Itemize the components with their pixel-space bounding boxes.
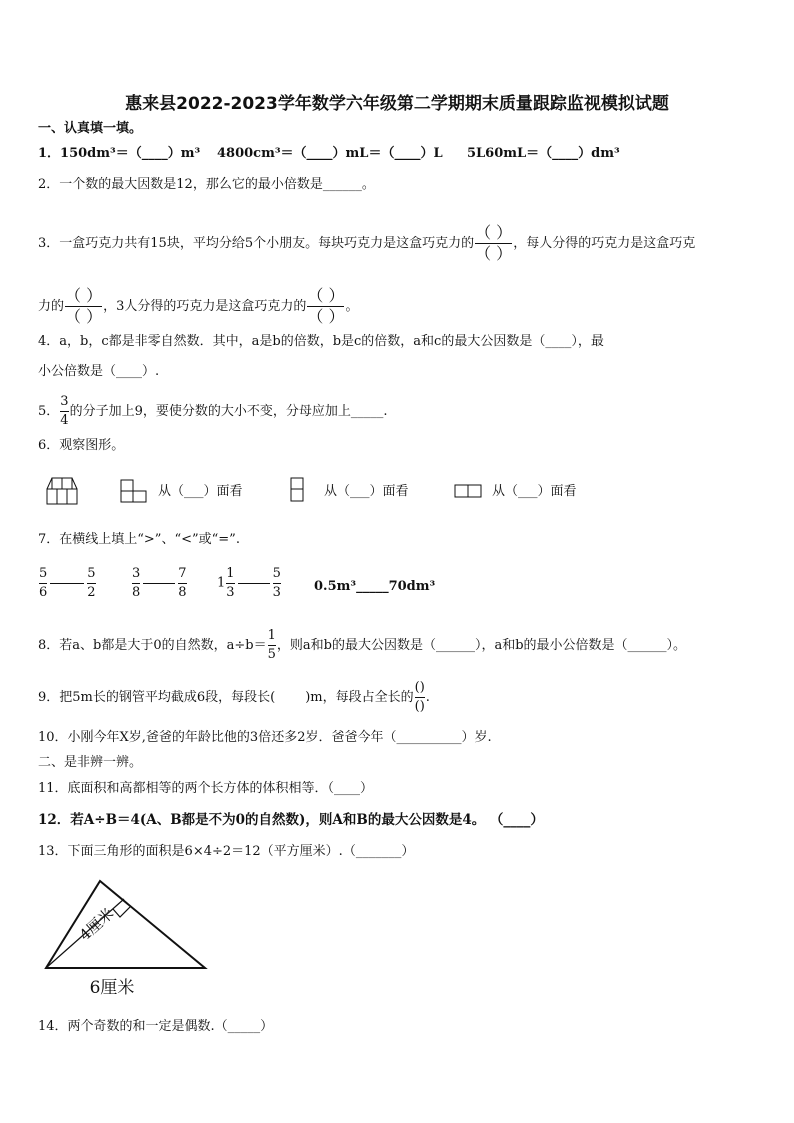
- section-heading-1: 一、认真填一填。: [38, 121, 143, 136]
- blank-fraction: $\frac{( )}{( )}$: [475, 223, 513, 263]
- question-7: 7．在横线上填上“>”、“<”或“=”.: [38, 532, 240, 547]
- fraction: $\frac{1}{5}$: [267, 628, 276, 662]
- question-5: [38, 394, 387, 429]
- answer-blank[interactable]: [143, 583, 175, 584]
- question-3-text-e: 。: [345, 299, 359, 314]
- compare-item-3: [217, 566, 282, 601]
- question-10: 10．小刚今年X岁,爸爸的年龄比他的3倍还多2岁．爸爸今年（__________）岁.: [38, 730, 492, 745]
- question-11: 11．底面积和高都相等的两个长方体的体积相等．（____）: [38, 781, 374, 796]
- question-1-part-2: 4800cm³＝（____）mL＝（____）L: [217, 146, 443, 161]
- view-figure-1: [120, 479, 148, 503]
- question-3-line-2: [38, 287, 359, 326]
- question-4-line-1: 4．a，b，c都是非零自然数．其中，a是b的倍数，b是c的倍数，a和c的最大公因数是（____），最: [38, 334, 604, 349]
- question-9: [38, 680, 430, 715]
- view-label-3: 从（___）面看: [492, 484, 577, 499]
- question-14: 14．两个奇数的和一定是偶数.（_____）: [38, 1019, 274, 1034]
- question-number: 5．: [38, 404, 60, 419]
- fraction: $\frac{3}{8}$: [132, 566, 141, 600]
- fraction: $\frac{5}{6}$: [39, 566, 48, 600]
- question-1-part-1: 1．150dm³＝（____）m³: [38, 146, 201, 161]
- question-3-text-d: ，3人分得的巧克力是这盒巧克力的: [103, 299, 307, 314]
- compare-item-4: 0.5m³_____70dm³: [314, 579, 436, 594]
- question-3-text-c: 力的: [38, 299, 65, 314]
- compare-item-2: [131, 566, 188, 601]
- page-title: 惠来县2022-2023学年数学六年级第二学期期末质量跟踪监视模拟试题: [125, 94, 669, 114]
- question-6: 6．观察图形。: [38, 438, 125, 453]
- view-label-1: 从（___）面看: [158, 484, 243, 499]
- fraction: $\frac{5}{3}$: [272, 566, 281, 600]
- section-heading-2: 二、是非辨一辨。: [38, 755, 143, 770]
- cube-stack-figure: [46, 476, 80, 506]
- question-13: 13．下面三角形的面积是6×4÷2＝12（平方厘米）.（_______）: [38, 844, 415, 859]
- view-figure-2: [290, 477, 306, 503]
- view-label-2: 从（___）面看: [324, 484, 409, 499]
- answer-blank[interactable]: [50, 583, 84, 584]
- view-figure-3: [454, 484, 484, 500]
- whole-number: 1: [217, 575, 226, 591]
- triangle-figure: [40, 876, 210, 1000]
- question-9-text-a: 9．把5m长的钢管平均截成6段，每段长(: [38, 690, 276, 705]
- fraction: $\frac{5}{2}$: [87, 566, 96, 600]
- question-1-part-3: 5L60mL＝（____）dm³: [467, 146, 620, 161]
- height-label: 4厘米: [75, 904, 118, 945]
- question-5-text: 的分子加上9，要使分数的大小不变，分母应加上_____.: [69, 404, 388, 419]
- fraction: $\frac{1}{3}$: [226, 566, 235, 600]
- blank-fraction: $\frac{( )}{( )}$: [307, 286, 345, 326]
- question-9-text-b: )m，每段占全长的: [305, 690, 414, 705]
- blank-fraction: $\frac{( )}{( )}$: [65, 286, 103, 326]
- question-8-text-b: ，则a和b的最大公因数是（______），a和b的最小公倍数是（______）。: [276, 638, 687, 653]
- question-8: [38, 628, 686, 663]
- question-2: 2．一个数的最大因数是12，那么它的最小倍数是______。: [38, 177, 375, 192]
- compare-item-1: [38, 566, 97, 601]
- answer-blank[interactable]: [238, 583, 270, 584]
- fraction: $\frac{3}{4}$: [60, 394, 69, 428]
- fraction: $\frac{7}{8}$: [178, 566, 187, 600]
- question-8-text-a: 8．若a、b都是大于0的自然数，a÷b＝: [38, 638, 267, 653]
- question-3-text-a: 3．一盒巧克力共有15块，平均分给5个小朋友。每块巧克力是这盒巧克力的: [38, 236, 475, 251]
- question-12: 12．若A÷B＝4(A、B都是不为0的自然数)，则A和B的最大公因数是4。 （____）: [38, 812, 544, 828]
- question-3-line-1: [38, 224, 695, 263]
- fraction: $\frac{()}{()}$: [414, 680, 425, 714]
- base-label: 6厘米: [89, 978, 135, 998]
- question-3-text-b: ，每人分得的巧克力是这盒巧克: [513, 236, 696, 251]
- question-4-line-2: 小公倍数是（____）.: [38, 364, 160, 379]
- question-9-text-c: .: [425, 690, 430, 705]
